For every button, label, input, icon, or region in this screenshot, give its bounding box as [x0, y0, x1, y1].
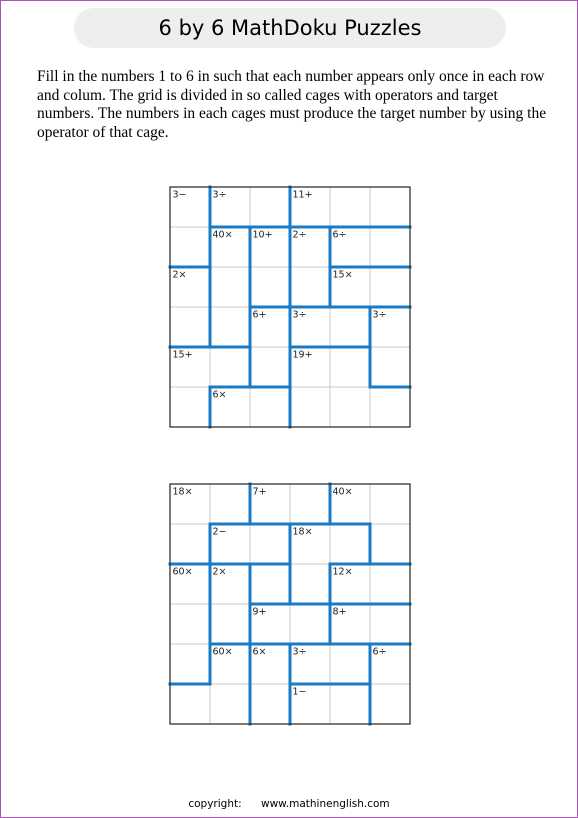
cage-label: 15+ — [172, 349, 193, 361]
cage-label: 60× — [212, 646, 233, 658]
page-title: 6 by 6 MathDoku Puzzles — [74, 8, 506, 48]
cage-label: 60× — [172, 566, 193, 578]
cage-label: 6× — [212, 389, 227, 401]
grid-cell[interactable] — [290, 604, 330, 644]
cage-label: 3÷ — [212, 189, 227, 201]
grid-cell[interactable] — [370, 484, 410, 524]
cage-label: 6÷ — [372, 646, 387, 658]
grid-cell[interactable] — [170, 307, 210, 347]
cage-label: 3÷ — [372, 309, 387, 321]
cage-label: 19+ — [292, 349, 313, 361]
cage-label: 6÷ — [332, 229, 347, 241]
grid-cell[interactable] — [250, 347, 290, 387]
cage-label: 40× — [332, 486, 353, 498]
grid-cell[interactable] — [370, 227, 410, 267]
grid-cell[interactable] — [170, 604, 210, 644]
grid-cell[interactable] — [210, 684, 250, 724]
cage-label: 40× — [212, 229, 233, 241]
puzzle-grid-2 — [170, 484, 410, 724]
grid-cell[interactable] — [370, 387, 410, 427]
grid-cell[interactable] — [170, 644, 210, 684]
grid-cell[interactable] — [250, 387, 290, 427]
cage-label: 3− — [172, 189, 187, 201]
grid-cell[interactable] — [250, 267, 290, 307]
cage-label: 3÷ — [292, 309, 307, 321]
grid-cell[interactable] — [210, 484, 250, 524]
cage-label: 2× — [172, 269, 187, 281]
grid-cell[interactable] — [170, 684, 210, 724]
grid-cell[interactable] — [210, 347, 250, 387]
grid-cell[interactable] — [250, 564, 290, 604]
grid-cell[interactable] — [330, 347, 370, 387]
grid-cell[interactable] — [330, 684, 370, 724]
cage-label: 12× — [332, 566, 353, 578]
cage-label: 9+ — [252, 606, 267, 618]
cage-label: 7+ — [252, 486, 267, 498]
grid-cell[interactable] — [250, 524, 290, 564]
footer — [0, 798, 578, 810]
copyright-label: copyright: — [188, 798, 242, 810]
grid-cell[interactable] — [370, 604, 410, 644]
cage-label: 11+ — [292, 189, 313, 201]
cage-label: 1− — [292, 686, 307, 698]
cage-label: 15× — [332, 269, 353, 281]
grid-cell[interactable] — [210, 604, 250, 644]
grid-cell[interactable] — [250, 684, 290, 724]
grid-cell[interactable] — [370, 684, 410, 724]
puzzle-1-svg — [170, 187, 410, 427]
grid-cell[interactable] — [290, 484, 330, 524]
cage-label: 2÷ — [292, 229, 307, 241]
cage-label: 18× — [292, 526, 313, 538]
grid-cell[interactable] — [330, 644, 370, 684]
grid-cell[interactable] — [330, 524, 370, 564]
cage-label: 6× — [252, 646, 267, 658]
grid-cell[interactable] — [370, 564, 410, 604]
grid-cell[interactable] — [330, 387, 370, 427]
cage-label: 2− — [212, 526, 227, 538]
cage-label: 6+ — [252, 309, 267, 321]
grid-cell[interactable] — [330, 187, 370, 227]
cage-label: 10+ — [252, 229, 273, 241]
grid-cell[interactable] — [210, 307, 250, 347]
grid-cell[interactable] — [370, 347, 410, 387]
grid-cell[interactable] — [370, 267, 410, 307]
grid-cell[interactable] — [290, 564, 330, 604]
instructions-text: Fill in the numbers 1 to 6 in such that each number appears only once in each row and colum. The grid is divided in so called cages with operators and target numbers. The numbers in each cages must produce the target number by using the operator of that cage. — [37, 68, 547, 141]
grid-cell[interactable] — [370, 524, 410, 564]
grid-cell[interactable] — [290, 267, 330, 307]
grid-cell[interactable] — [330, 307, 370, 347]
puzzle-2-svg — [170, 484, 410, 724]
cage-label: 18× — [172, 486, 193, 498]
cage-label: 8+ — [332, 606, 347, 618]
grid-cell[interactable] — [250, 187, 290, 227]
cage-label: 3÷ — [292, 646, 307, 658]
grid-cell[interactable] — [370, 187, 410, 227]
grid-cell[interactable] — [290, 387, 330, 427]
cage-label: 2× — [212, 566, 227, 578]
grid-cell[interactable] — [170, 227, 210, 267]
puzzle-grid-1 — [170, 187, 410, 427]
grid-cell[interactable] — [210, 267, 250, 307]
website-link[interactable]: www.mathinenglish.com — [260, 798, 390, 810]
grid-cell[interactable] — [170, 524, 210, 564]
grid-cell[interactable] — [170, 387, 210, 427]
